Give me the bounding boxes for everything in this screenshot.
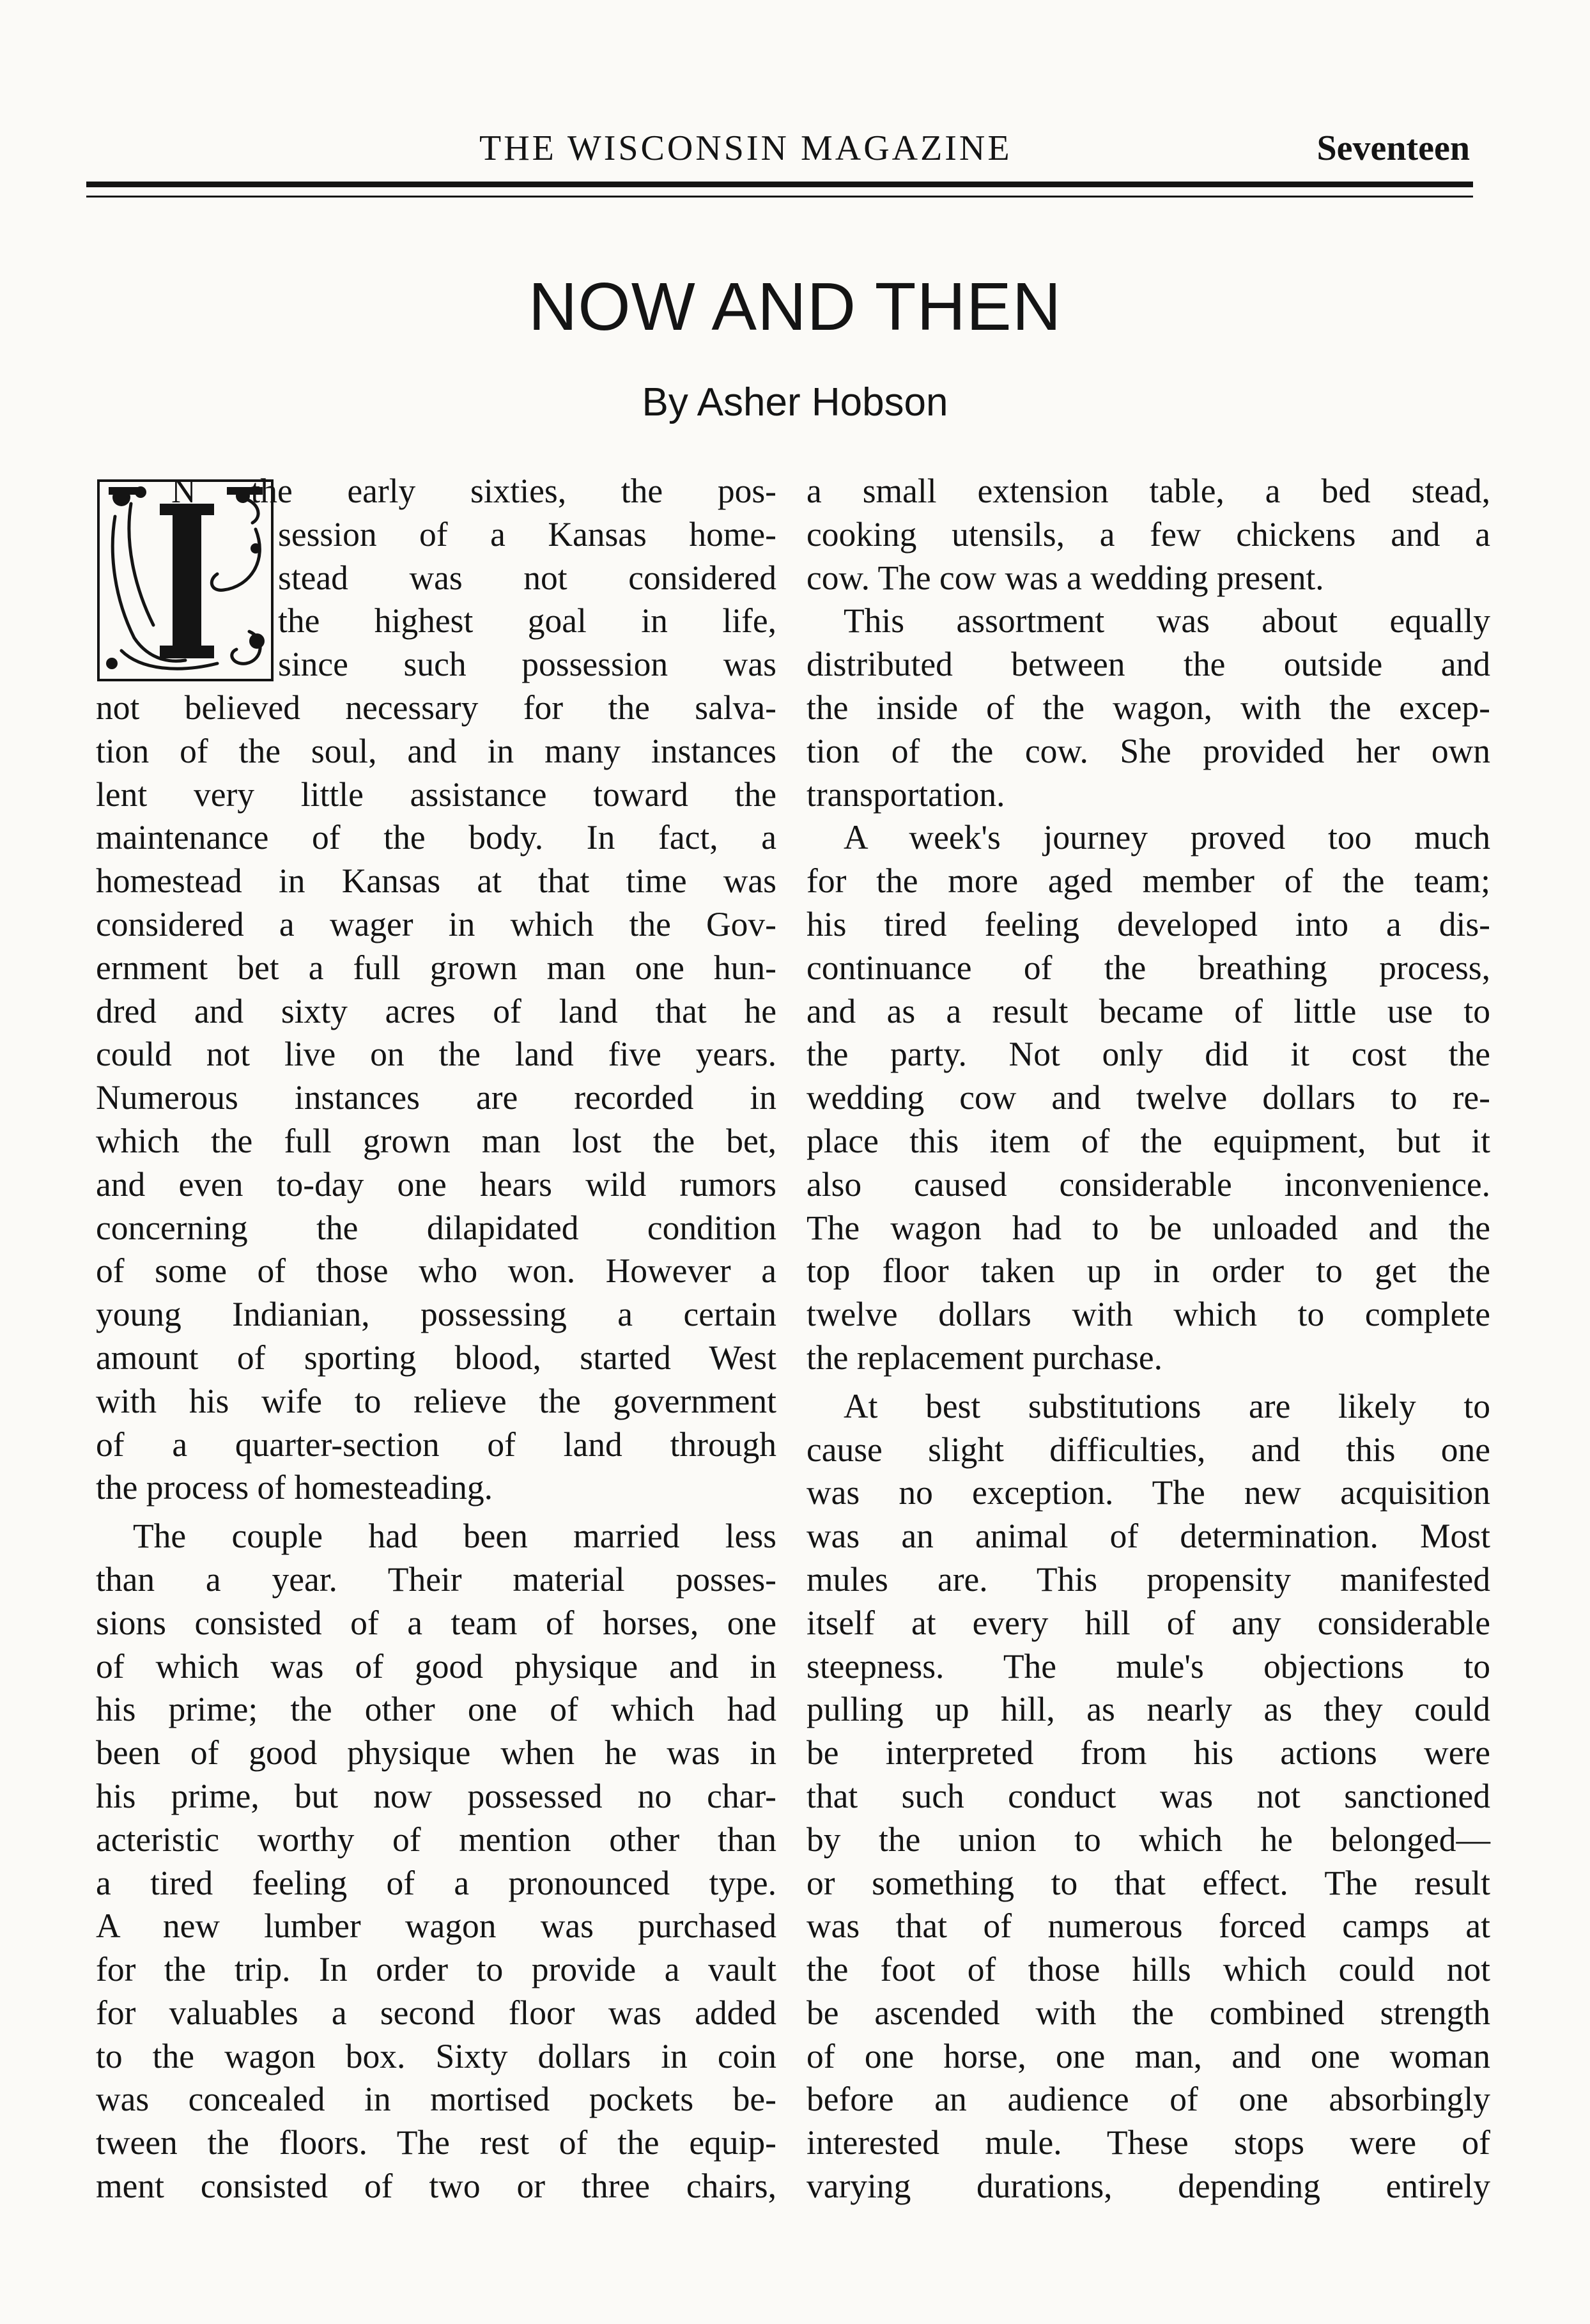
text-line: pulling up hill, as nearly as they could [807, 1690, 1490, 1729]
text-line: tion of the soul, and in many instances [96, 731, 776, 770]
text-line: young Indianian, possessing a certain [96, 1295, 776, 1334]
text-line: the inside of the wagon, with the excep- [807, 688, 1490, 727]
text-line: a tired feeling of a pronounced type. [96, 1863, 776, 1902]
text-line: his prime; the other one of which had [96, 1690, 776, 1729]
text-line: was no exception. The new acquisition [807, 1473, 1490, 1512]
text-line: twelve dollars with which to complete [807, 1295, 1490, 1334]
text-line: tween the floors. The rest of the equip- [96, 2123, 776, 2162]
text-line: ernment bet a full grown man one hun- [96, 948, 776, 987]
magazine-title: THE WISCONSIN MAGAZINE [479, 128, 1012, 168]
text-line: that such conduct was not sanctioned [807, 1776, 1490, 1815]
text-line: of one horse, one man, and one woman [807, 2036, 1490, 2075]
text-line: with his wife to relieve the government [96, 1381, 776, 1420]
text-line: steepness. The mule's objections to [807, 1646, 1490, 1685]
text-line: interested mule. These stops were of [807, 2123, 1490, 2162]
text-line: continuance of the breathing process, [807, 948, 1490, 987]
text-line: homestead in Kansas at that time was [96, 862, 776, 901]
text-line: top floor taken up in order to get the [807, 1251, 1490, 1290]
text-line: Numerous instances are recorded in [96, 1078, 776, 1117]
text-line: ment consisted of two or three chairs, [96, 2167, 776, 2206]
text-line: of a quarter-section of land through [96, 1425, 776, 1464]
text-line: The wagon had to be unloaded and the [807, 1208, 1490, 1247]
text-line: stead was not considered [278, 558, 776, 597]
text-line: cause slight difficulties, and this one [807, 1430, 1490, 1469]
text-line: the foot of those hills which could not [807, 1950, 1490, 1989]
text-line: N the early sixties, the pos- [171, 472, 776, 510]
header-rule-thin [86, 196, 1473, 198]
right-column [807, 470, 1490, 2208]
text-line: acteristic worthy of mention other than [96, 1820, 776, 1859]
text-line: was concealed in mortised pockets be- [96, 2080, 776, 2119]
text-line: transportation. [807, 775, 1005, 814]
text-line: lent very little assistance toward the [96, 775, 776, 814]
text-line: to the wagon box. Sixty dollars in coin [96, 2036, 776, 2075]
text-line: concerning the dilapidated condition [96, 1208, 776, 1247]
text-line: distributed between the outside and [807, 645, 1490, 684]
text-line: tion of the cow. She provided her own [807, 731, 1490, 770]
text-line: amount of sporting blood, started West [96, 1338, 776, 1377]
text-line: place this item of the equipment, but it [807, 1121, 1490, 1160]
text-line: cooking utensils, a few chickens and a [807, 515, 1490, 554]
text-line: also caused considerable inconvenience. [807, 1165, 1490, 1204]
text-line: for the more aged member of the team; [807, 862, 1490, 901]
text-line: the replacement purchase. [807, 1338, 1162, 1377]
text-line: since such possession was [278, 645, 776, 684]
running-head [89, 128, 1470, 173]
text-line: a small extension table, a bed stead, [807, 472, 1490, 510]
text-line: A new lumber wagon was purchased [96, 1907, 776, 1946]
text-line: At best substitutions are likely to [844, 1386, 1490, 1425]
text-line: by the union to which he belonged— [807, 1820, 1490, 1859]
text-line: considered a wager in which the Gov- [96, 904, 776, 943]
text-line: maintenance of the body. In fact, a [96, 818, 776, 857]
text-line: which the full grown man lost the bet, [96, 1121, 776, 1160]
text-line: for the trip. In order to provide a vault [96, 1950, 776, 1989]
header-rule-thick [86, 182, 1473, 187]
text-line: A week's journey proved too much [844, 818, 1490, 857]
text-line: the party. Not only did it cost the [807, 1035, 1490, 1074]
text-line: and as a result became of little use to [807, 991, 1490, 1030]
left-column [96, 470, 776, 2208]
text-line: The couple had been married less [133, 1517, 776, 1556]
text-line: session of a Kansas home- [278, 515, 776, 554]
text-line: cow. The cow was a wedding present. [807, 558, 1324, 597]
text-line: be interpreted from his actions were [807, 1733, 1490, 1772]
text-line: was an animal of determination. Most [807, 1517, 1490, 1556]
text-line: of some of those who won. However a [96, 1251, 776, 1290]
text-line: than a year. Their material posses- [96, 1560, 776, 1599]
text-line: his prime, but now possessed no char- [96, 1776, 776, 1815]
article-title: NOW AND THEN [528, 269, 1062, 345]
text-line: and even to-day one hears wild rumors [96, 1165, 776, 1204]
article-byline: By Asher Hobson [642, 380, 948, 424]
text-line: was that of numerous forced camps at [807, 1907, 1490, 1946]
text-line: be ascended with the combined strength [807, 1993, 1490, 2032]
text-line: not believed necessary for the salva- [96, 688, 776, 727]
text-line: the process of homesteading. [96, 1468, 493, 1507]
text-line: wedding cow and twelve dollars to re- [807, 1078, 1490, 1117]
text-line: This assortment was about equally [844, 601, 1490, 640]
text-line: been of good physique when he was in [96, 1733, 776, 1772]
text-line: before an audience of one absorbingly [807, 2080, 1490, 2119]
page-number: Seventeen [1316, 128, 1470, 168]
text-line: his tired feeling developed into a dis- [807, 904, 1490, 943]
text-line: varying durations, depending entirely [807, 2167, 1490, 2206]
text-line: dred and sixty acres of land that he [96, 991, 776, 1030]
text-line: itself at every hill of any considerable [807, 1603, 1490, 1642]
text-line: of which was of good physique and in [96, 1646, 776, 1685]
text-line: sions consisted of a team of horses, one [96, 1603, 776, 1642]
text-line: the highest goal in life, [278, 601, 776, 640]
text-line: for valuables a second floor was added [96, 1993, 776, 2032]
text-line: could not live on the land five years. [96, 1035, 776, 1074]
text-line: or something to that effect. The result [807, 1863, 1490, 1902]
text-line: mules are. This propensity manifested [807, 1560, 1490, 1599]
